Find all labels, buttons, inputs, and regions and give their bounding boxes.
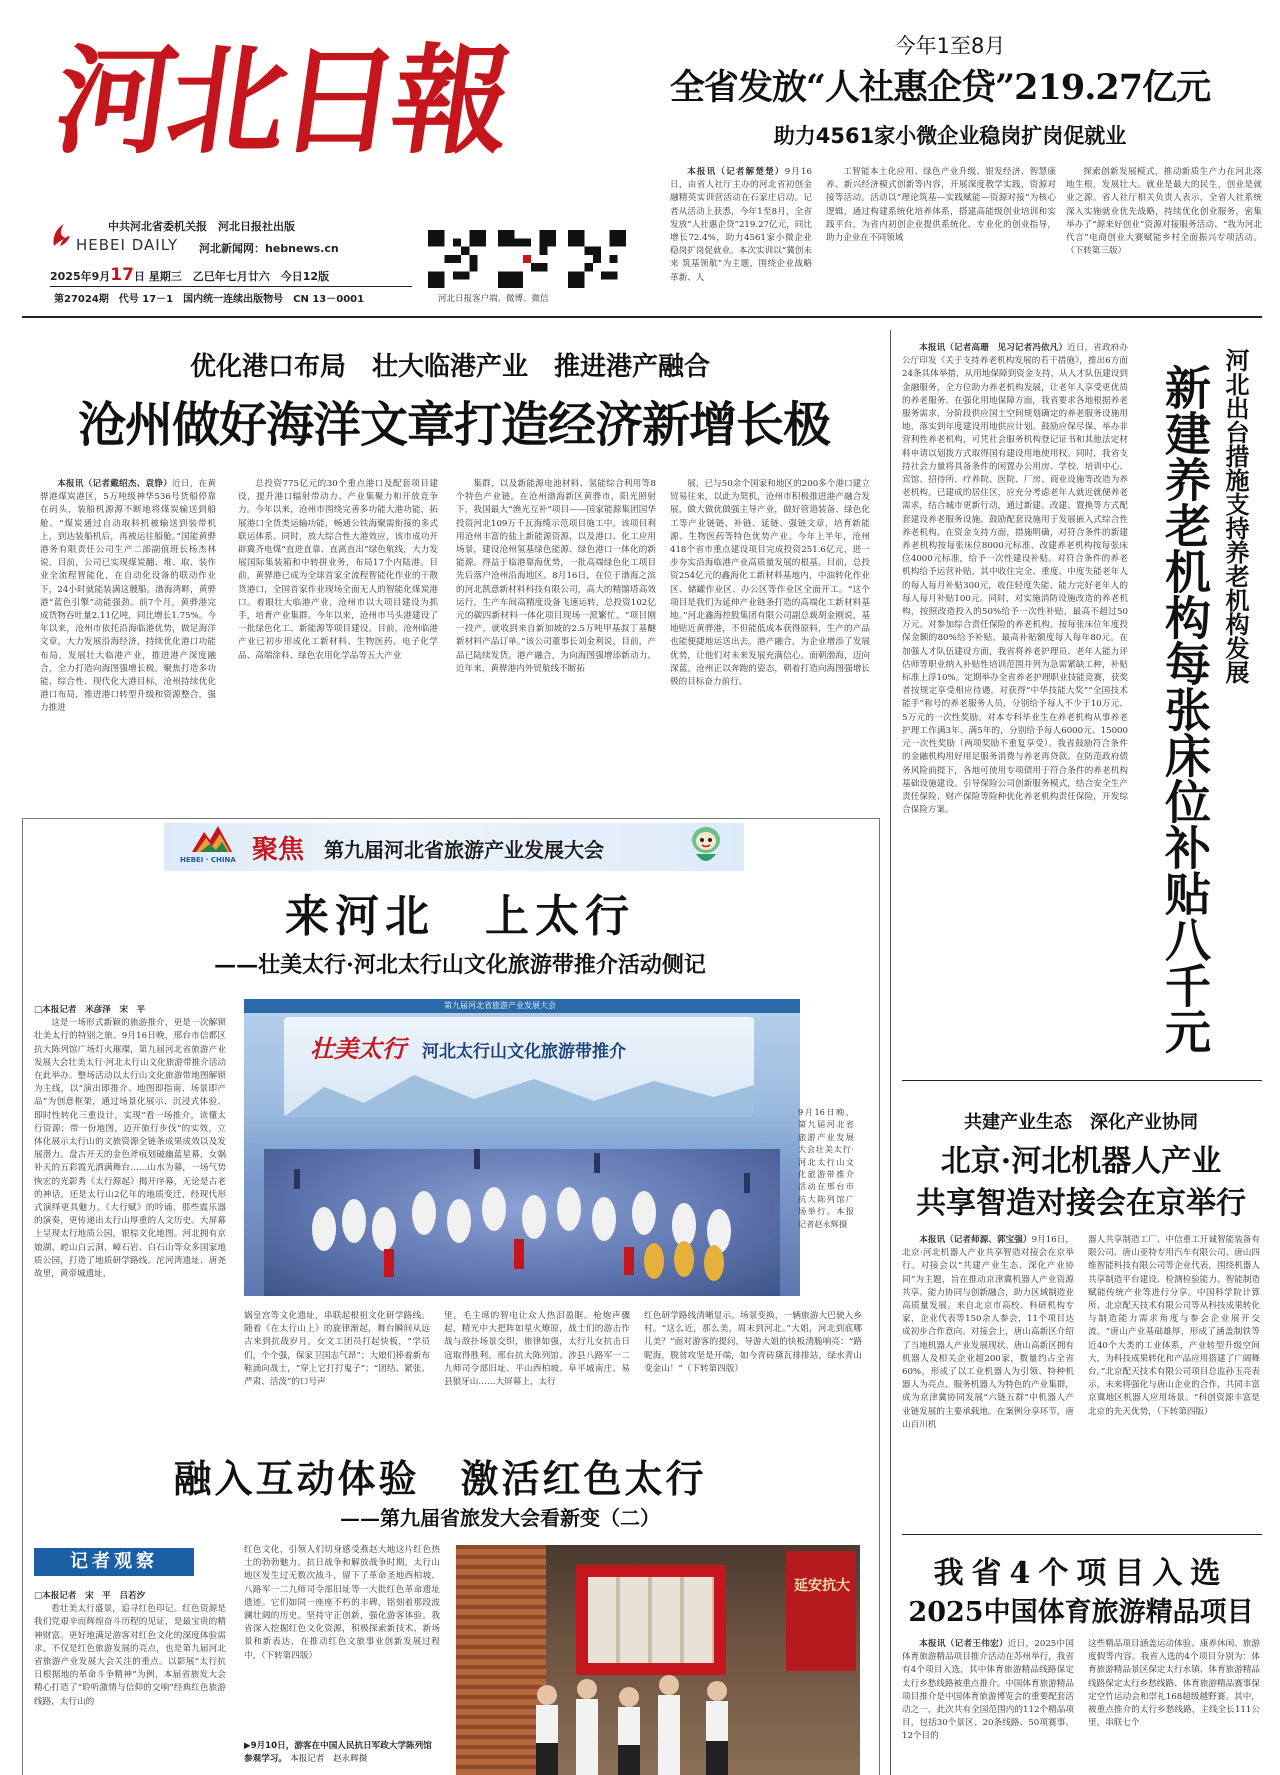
lead-kicker: 今年1至8月	[894, 34, 1006, 58]
cangzhou-byline: 本报讯（记者戴绍杰、袁铮）	[57, 479, 173, 489]
tourism-bottom-col-1	[244, 1310, 430, 1424]
stage-performance-photo	[244, 999, 800, 1296]
tourism-bottom-text-2: 里，毛主席的智电让众人热泪盈眶。枪炮声骤起，精光中大把阵如星火燎原，战士们的游击作战与敌扑场景交织，旅律如强，太行儿女抗击日寇取得胜利。邢台抗大陈列馆、涉县八路军一二九师司令部旧址、平山西柏坡、阜平城南庄、易县狼牙山……大屏幕上，太行	[444, 1311, 630, 1388]
cangzhou-col-4	[670, 478, 870, 808]
robot-kicker: 共建产业生态 深化产业协同	[964, 1112, 1198, 1133]
tourism-left-text: 这是一场形式新颖的旅游推介，更是一次解锁壮美太行的特别之旅。9月16日晚，邢台市信都区抗大陈列馆广场灯火璀璨，第九届河北省旅游产业发展大会壮美太行·河北太行山文化旅游带推介活动在此举办。整场活动以太行山文化旅游带地图解锁为主线，以“演出即推介、地图即指南、场景即产品”为创意框架，通过场景化展示、沉浸式体验、即时性转化三重设计，实现“看一场推介，读懂太行资源；带一份地图，迈开旅行步伐”的实效，立体化展示太行山的文旅资源全链条成果成效以及发展潜力。盘古开天的金色斧痕划破幽蓝星幕，女娲补天的五彩霞光洒满舞台……山水为幕，一场气势恢宏的光影秀《太行源起》揭开序幕，无论是古老的神话，还是太行山2亿年的地质变迁，经现代形式演绎更具魅力。《大行赋》的吟诵、那些震乐器的演奏，更传递出太行山厚重的人文历史。大屏幕上呈现太行地质公园，银棕文化地图。河北拥有京娘湖、崆山白云洞、嶂石岩、白石山等众多国家地质公园，打造了地质研学路线。沱河湾遗址、唐尧故里，黄帝城遗址，	[34, 1018, 226, 1280]
robot-col1-text: 9月16日，北京·河北机器人产业共享智造对接会在京举行。对接会以“共建产业生态、深化产业协同”为主题，旨在推动京津冀机器人产业资源共享、能力协同与创新融合，助力区域制造业高质量发展。来自北京市高校、科研机构专家，企业代表等150余人参会，11个项目达成初步合作意向。对接会上，唐山高新区介绍了当地机器人产业发展现状。唐山高新区拥有机器人及相关企业超200家，数量约占全省60%，形成了以工业机器人为引领、特种机器人为亮点、服务机器人为特色的产业集群，成为京津冀协同发展“六链五群”中机器人产业链发展的主要承载地。在案例分享环节，唐山百川机	[902, 1235, 1074, 1430]
robot-col2-text: 器人共享制造工厂、中信重工开诚智能装备有限公司、唐山亚特专用汽车有限公司、唐山四维智能科技有限公司等企业代表，围绕机器人共享制造平台建设、检测检验能力、智能制造赋能传统产业等进行分享。中国科学院计算所、北京配天技术有限公司等从科技成果转化与制造能力需求角度与参会企业展开交流。“唐山产业基础雄厚，形成了涵盖制铁等近40个大类的工业体系，产业转型升级空间大，为科技成果转化和产品应用搭建了广阔舞台。”北京配天技术有限公司项目总监孙玉亮表示，未来将强化与唐山企业的合作，共同丰富京冀地区机器人应用场景。“科创资源丰富是北京的先天优势，（下转第四版）	[1088, 1235, 1260, 1417]
sports-byline: 本报讯（记者王伟宏）	[919, 1639, 1008, 1649]
banner-title: 第九届河北省旅游产业发展大会	[324, 838, 604, 862]
redtour-subhead: ——第九届省旅发大会看新变（二）	[340, 1506, 660, 1530]
photo-top-label: 第九届河北省旅游产业发展大会	[444, 1001, 556, 1010]
lead-col3-text: 探索创新发展模式，推动新质生产力在河北落地生根，发展壮大。就业是最大的民生，创业是就业之源。省人社厅相关负责人表示，全省人社系统深入实施就业优先战略，持续优化创业服务，密集举办了“源来好创业”资源对接服务活动、“我为河北代言”电商创业大赛赋能乡村全面振兴专项活动。（下转第三版）	[1066, 167, 1262, 257]
date-suffix: 日 星期三 乙巳年七月廿六 今日12版	[133, 270, 330, 283]
tourism-left-col	[34, 1004, 226, 1408]
cangzhou-col1-text: 近日，在黄骅港煤炭港区，5万吨级神华536号货船停靠在码头，装船机源源不断地将煤炭输送到船舱。“煤炭通过自动取料机被输送到装带机上，到达装船机后，再被运往船舱。”国能黄骅港务有限责任公司生产二部副值班长杨杰林说，目前，公司已实现煤炭翻、堆、取、装作业全流程智能化，在自动化设备的联动作业下，24小时就能装满这艘船。渤海湾畔，黄骅港“蓝色引擎”动能强劲。前7个月，黄骅港完成货物吞吐量2.11亿吨，同比增长1.75%。今年以来，沧州市依托沿海临港优势，做足海洋文章，大力发展沿海经济，持续优化港口功能布局，发展壮大临港产业，推进港产深度融合，全力打造向海图强增长极。聚焦打造多功能、综合性、现代化大港目标，沧州持续优化港口布局，推进港口转型升级和资源整合，强力推进	[40, 479, 216, 714]
lead-subhead: 助力4561家小微企业稳岗扩岗促就业	[773, 124, 1127, 148]
tourism-bottom-col-3	[644, 1310, 862, 1424]
performers-crowd-icon	[264, 1109, 780, 1289]
cangzhou-col-3	[456, 478, 656, 808]
robot-col-2	[1088, 1234, 1260, 1524]
tourism-headline: 来河北 上太行	[285, 891, 635, 942]
website: 河北新闻网：hebnews.cn	[199, 242, 339, 255]
mountain-logo-icon	[190, 824, 234, 854]
tourism-bottom-text-3: 红色研学路线清晰显示。场景变换，一辆旅游大巴驶入乡村。“这么近，那么美，周末到河北。”大姐，河北到底哪儿美？”面对游客的提问，导游大姐的快板清脆响亮：“路昵海，脱贫攻坚是开端，如今青砖黛瓦排排站，绿水青山变金山！”（下转第四版）	[644, 1311, 862, 1374]
cangzhou-col4-text: 展，已与50余个国家和地区的200多个港口建立贸易往来，以此为契机，沧州市积极推进港产融合发展，做大做优做强主导产业，做好管道装备、绿色化工等产业链链、补链、延链、强链文章，培育新能源、生物医药等特色优势产业。今年上半年，沧州418个省市重点建设项目完成投资251.6亿元，进一步夯实沿海临港产业高质量发展的根基。目前，总投资254亿元的鑫海化工新材料基地内，中油转化作业区、储罐作业区、办公区等作业区全面开工。“这个项目是我们为延伸产业链条打造的高端化工新材料基地。”河北鑫海控股集团有限公司副总裁胡金刚说，基地贴近黄骅港，不但能低成本获得原料，生产的产品也能便捷地运送出去。港产融合，为企业增添了发展优势，让他们对未来发展充满信心。面朝渤海，迈向深蓝。沧州正以奔跑的姿态，朝着打造向海图强增长极的目标奋力前行。	[670, 479, 870, 688]
right-rule-1	[902, 1080, 1262, 1081]
exhibit-photos	[588, 1577, 714, 1663]
qr-code-app-icon[interactable]	[428, 230, 486, 288]
redtour-caption-credit: 本报记者 赵永辉摄	[289, 1754, 368, 1764]
cangzhou-kicker: 优化港口布局 壮大临港产业 推进港产融合	[189, 352, 710, 382]
qr-code-weibo-icon[interactable]	[498, 230, 556, 288]
sports-col2-text: 这些精品项目涵盖运动体验、康养休闲、旅游度假等内容。我省入选的4个项目分别为：体育旅游精品景区保定太行水镇、体育旅游精品线路保定太行乡愁线路、体育旅游精品赛事保定空竹运动会和崇礼168超级越野赛。其中，被重点推介的太行乡愁线路，主线全长111公里，串联七个	[1088, 1639, 1260, 1729]
pension-vertical-headline: 新建养老机构每张床位补贴八千元	[1158, 364, 1212, 1054]
date-prefix: 2025年9月	[50, 270, 111, 283]
red-sign-panel	[786, 1551, 856, 1671]
issue-date	[50, 265, 329, 285]
lead-byline: 本报讯（记者解楚楚）	[687, 167, 785, 177]
redtour-col-1	[34, 1590, 226, 1775]
sports-col1-text: 近日，2025中国体育旅游精品项目推介活动在苏州举行，我省有4个项目入选，其中体育旅游精品线路保定太行乡愁线路被重点推介。中国体育旅游精品项目推介是中国体育旅游博览会的重要配套活动之一，此次共有全国范围内的112个精品项目，包括30个景区、20条线路、50项赛事、12个目的	[902, 1639, 1074, 1742]
lead-col2-text: 工智能本土化应用、绿色产业升级、银发经济、智慧康养、新兴经济模式创新等内容，开展深度教学实践，资源对接等活动。活动以“理论筑基—实践赋能—资源对接”为核心逻辑，通过构建系统化培养体系，搭建高能级创业培训和实践平台，为省内初创企业提供系统化、专业化的创业指导，助力企业在不同领域	[826, 167, 1056, 244]
hebei-daily-emblem-icon	[50, 222, 72, 248]
visitors-group-icon	[526, 1665, 786, 1775]
masthead-divider	[50, 286, 412, 287]
date-day: 17	[110, 265, 134, 285]
redtour-headline: 融入互动体验 激活红色太行	[173, 1456, 707, 1501]
pension-body	[902, 342, 1128, 1064]
robot-col-1	[902, 1234, 1074, 1524]
qr-caption: 河北日报客户端、微博、微信	[438, 294, 549, 304]
redtour-photo-caption	[244, 1740, 440, 1766]
tourism-bottom-text-1: 娲皇宫等文化遗址，串联起根祖文化研学路线。随着《在太行山上》的旋律渐起，舞台瞬间从远古来到抗战岁月。女文工团员打起快板，“学员们，个个强，保家卫国志气昂”；大娘们捧着新布鞋涌向战士，“穿上它打打鬼子”；“团结、紧张、严肃、活泼”的口号声	[244, 1311, 430, 1388]
cangzhou-col2-text: 总投资775亿元的30个重点港口及配套项目建设，提升港口辐射带动力、产业集聚力和开放竞争力。今年以来，沧州市围绕完善多功能大港功能，拓展港口全货类运输功能，畅通公铁海聚需衔接的多式联运体系。同时，放大综合性大港效应，该市成功开辟冀齐电煤“直进直靠、直离直出”绿色航线，大力发展国际集装箱和中转拼业务，布局17个内陆港。目前，黄骅港已成为全球首家全流程智能化作业的干散货港口，全国首家作业现场全面无人的智能化煤炭港口。着眼壮大临港产业，沧州市以大项目建设为抓手，培育产业集群。今年以来，沧州市马头港建设了一批绿色化工、新能源等项目建设。目前，沧州临港产业已初步形成化工新材料、生物医药、电子化学品、高端涂料、绿色农用化学品等五大产业	[238, 479, 438, 661]
cangzhou-col-1	[40, 478, 216, 808]
photo-banner-title: 河北太行山文化旅游带推介	[422, 1042, 626, 1062]
masthead-logo: 河北日報	[47, 31, 515, 170]
lead-col-1	[670, 166, 812, 302]
banner-brand: HEBEI · CHINA	[180, 856, 236, 864]
english-name: HEBEI DAILY	[76, 236, 179, 254]
sports-headline-1: 我省4个项目入选	[933, 1556, 1229, 1591]
tourism-bottom-col-2	[444, 1310, 630, 1424]
reporter-observation-label: 记者观察	[34, 1548, 194, 1576]
qr-code-wechat-icon[interactable]	[568, 230, 626, 288]
publisher-line: 中共河北省委机关报 河北日报社出版	[108, 220, 295, 233]
right-rule-2	[902, 1534, 1262, 1535]
cangzhou-headline: 沧州做好海洋文章打造经济新增长极	[77, 397, 830, 453]
lead-col1-text: 9月16日，由省人社厅主办的河北省初创金融精英实训营活动在石家庄启动。记者从活动上获悉，今年1至8月，全省发放“人社惠企贷”219.27亿元，同比增长72.4%，助力4561家小微企业稳岗扩岗促就业。本次实训以“冀创未来 筑基领航”为主题，围绕企业战略革新、人	[670, 167, 812, 283]
pension-text: 近日，省政府办公厅印发《关于支持养老机构发展的若干措施》，推出6方面24条具体举措，从用地保障到资金支持，从人才队伍建设到金融服务，全方位助力养老机构发展，让老年人享受更优质的养老服务。在强化用地保障方面，我省要求各地根据养老服务需求，分阶段供应国土空间规划确定的养老服务设施用地，落实到年度建设用地供应计划。鼓励应保尽保、举办非营利性养老机构，可凭社会服务机构登记证书和其他法定材料申请以划拨方式取得国有建设用地使用权。同时，我省支持社会力量将具备条件的闲置办公用房、学校、培训中心、宾馆、招待所、疗养院、医院、厂房、商业设施等改造为养老机构。已建成的居住区，应充分考虑老年人就近就便养老需求，结合城市更新行动，通过新建、改建、置换等方式配套建设养老服务设施。鼓励配套设施用于发展嵌入式综合性养老机构。在资金支持方面，措施明确，对符合条件的新建养老机构按每张床位8000元标准、改建养老机构按每张床位4000元标准，给予一次性建设补贴。对符合条件的养老机构给予运营补贴，其中收住完全、重度、中度失能老年人的每人每月补贴300元，收住轻度失能、能力完好老年人的每人每月补贴100元。同时，对实施消防设施改造的养老机构，按照改造投入的50%给予一次性补贴，最高不超过50万元。对参加综合责任保险的养老机构，按每张床位年度投保金额的80%给予补贴，最高补贴额度每人每年80元。在加强人才队伍建设方面，我省将养老护理员、老年人能力评估师等职业纳入补贴性培训范围并列为急需紧缺工种，补贴标准上浮10%。定期举办全省养老护理职业技能竞赛，获奖者按规定享受相应待遇。对获得“中华技能大奖”“全国技术能手”称号的养老服务人员，分别给予每人不少于10万元、5万元的一次性奖励。对本专科毕业生在养老机构从事养老护理工作满3年、满5年的，分别给予每人6000元、15000元一次性奖励（两项奖励不重复享受）。我省鼓励符合条件的金融机构用好用足服务消费与养老再贷款。在防范政府债务风险前提下，各地可使用专项债用于符合条件的养老机构基础设施建设。引导保险公司创新服务模式，结合安全生产责任保险、财产保险等险种优化养老机构责任保险，开发综合保险方案。	[902, 343, 1128, 816]
mascot-icon	[686, 824, 726, 868]
issue-line: 第27024期 代号 17－1 国内统一连续出版物号 CN 13－0001	[54, 294, 365, 305]
banner-focus: 聚焦	[252, 835, 305, 865]
tourism-subhead: ——壮美太行·河北太行山文化旅游带推介活动侧记	[214, 952, 706, 978]
redtour-byline: □本报记者 宋 平 吕若汐	[34, 1591, 146, 1601]
tourism-photo-caption: 9月16日晚，第九届河北省旅游产业发展大会壮美太行·河北太行山文化旅游带推介活动在邢台市抗大陈列馆广场举行。本报记者赵永辉摄	[798, 1107, 854, 1229]
cangzhou-col3-text: 集群，以及新能源电池材料、氢能综合利用等8个特色产业链。在沧州渤海新区黄骅市，阳光照射下，我国最大“渔光互补”项目——国家能源集团国华投资河北109万千瓦海缆示范项目施工中。该项目利用沧州丰富的盐上新能源资源，以及港口、化工应用场景，建设沧州氢基绿色能源、绿色港口一体化的新能源。得益于临港靠海优势，一批高端绿色化工项目先后落户沧州沿海地区。8月16日，在位于渤海之滨的河北凯意新材料科技有限公司，高大的精馏塔高效运行，生产车间高精度设备飞速运转，总投资102亿元的碳四新材料一体化项目现场一派繁忙。“项目刚一投产，就收到来自新加坡的2.5万吨甲基叔丁基醚新材料产品订单。”该公司董事长刘金利说，目前，产品已陆续发货。港产融合，为向海图强增添新动力。近年来，黄骅港内外贸航线不断拓	[456, 479, 656, 674]
lead-col-3	[1066, 166, 1262, 302]
robot-headline-1: 北京·河北机器人产业	[940, 1144, 1222, 1179]
photo-banner-brand: 壮美太行	[310, 1034, 406, 1063]
lead-headline: 全省发放“人社惠企贷”219.27亿元	[669, 67, 1211, 108]
lead-col-2	[826, 166, 1056, 302]
cangzhou-col-2	[238, 478, 438, 808]
redtour-col1-text: 看壮美太行盛景，追寻红色印记。红色资源是我们党艰辛而辉煌奋斗历程的见证，是最宝贵的精神财富。更好地满足游客对红色文化的深度体验需求，不仅是红色旅游发展的亮点，也是第九届河北省旅游产业发展大会关注的重点。以影展“太行抗日根据地的革命斗争精神”为例，本届省旅发大会精心打造了“聆听激情与信仰的交响”经典红色旅游线路，太行山的	[34, 1604, 226, 1707]
sports-col-1	[902, 1638, 1074, 1775]
tourism-byline: □本报记者 米彦泽 宋 平	[34, 1005, 146, 1015]
pension-vertical-kicker: 河北出台措施支持养老机构发展	[1221, 348, 1250, 684]
sports-col-2	[1088, 1638, 1260, 1775]
right-col-divider	[890, 330, 891, 1775]
red-sign-text: 延安抗大	[794, 1578, 850, 1594]
museum-visit-photo	[456, 1545, 860, 1775]
robot-byline: 本报讯（记者师源、郭宝强）	[919, 1235, 1032, 1245]
sports-headline-2: 2025中国体育旅游精品项目	[908, 1597, 1254, 1628]
redtour-col-2	[244, 1544, 440, 1734]
robot-headline-2: 共享智造对接会在京举行	[916, 1186, 1246, 1221]
redtour-col2-text: 红色文化，引领人们切身感受燕赵大地这片红色热土的勃勃魅力。抗日战争和解放战争时期，太行山地区发生过无数次战斗，留下了革命圣地西柏坡、八路军一二九师司令部旧址等一大批红色革命遗址遗迹。它们如同一座座不朽的丰碑，铭刻着那段波澜壮阔的历史。坚持守正创新，强化游客体验。我省深入挖掘红色文化资源，积极探索新技术、新场景和新表达，在推动红色文旅事业创新发展过程中，（下转第四版）	[244, 1545, 440, 1661]
top-rule	[22, 316, 1262, 318]
redtour-caption-text: ▶9月10日，游客在中国人民抗日军政大学陈列馆参观学习。	[244, 1741, 432, 1764]
pension-byline: 本报讯（记者高珊 见习记者冯依凡）	[919, 343, 1068, 353]
